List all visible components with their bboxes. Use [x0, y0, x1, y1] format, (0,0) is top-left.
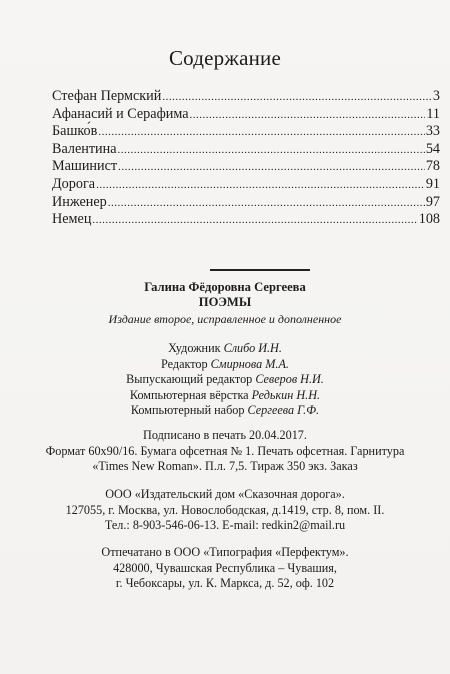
credit-line: [0, 341, 450, 357]
toc-entry-title: Дорога: [52, 175, 96, 192]
toc-leader-dots: [92, 212, 417, 230]
toc-entry-page: 54: [425, 140, 440, 157]
toc-entry: [52, 176, 440, 194]
printer-block: [0, 545, 450, 592]
toc-entry-page: 11: [426, 105, 440, 122]
author-name: Галина Фёдоровна Сергеева: [144, 280, 306, 294]
credit-role: Компьютерный набор: [130, 403, 248, 417]
credit-line: [0, 388, 450, 404]
toc-entry-page: 91: [425, 175, 440, 192]
toc-entry-page: 78: [425, 158, 440, 175]
toc-entry: [52, 123, 440, 141]
publisher-line: 127055, г. Москва, ул. Новослободская, д.1419, стр. 8, пом. II.: [65, 502, 385, 517]
edition-note: Издание второе, исправленное и дополненное: [108, 312, 342, 326]
credit-name: Слибо И.Н.: [223, 341, 282, 355]
toc-entry: [52, 158, 440, 176]
toc-entry-page: 97: [425, 193, 440, 210]
toc-entry-page: 33: [425, 123, 440, 140]
toc-leader-dots: [96, 177, 425, 195]
toc-entry: [52, 106, 440, 124]
toc-leader-dots: [118, 159, 425, 177]
credit-line: [0, 372, 450, 388]
print-info-block: [0, 428, 450, 475]
toc-entry: [52, 194, 440, 212]
credit-line: [0, 357, 450, 373]
printer-line: 428000, Чувашская Республика – Чувашия,: [113, 560, 337, 575]
credit-name: Северов Н.И.: [255, 372, 324, 386]
toc-entry-title: Валентина: [52, 140, 117, 157]
credit-role: Редактор: [161, 356, 211, 371]
credit-role: Выпускающий редактор: [126, 372, 256, 386]
toc-entry-page: 3: [432, 88, 440, 104]
toc-leader-dots: [190, 107, 426, 125]
toc-entry-title: Башко́в: [52, 123, 98, 140]
toc-entry: [52, 88, 440, 106]
publisher-block: [0, 487, 450, 534]
toc-entry-title: Инженер: [52, 193, 107, 210]
toc-entry-page: 108: [418, 211, 440, 228]
toc-entry-title: Немец: [52, 211, 92, 228]
toc-entry-title: Машинист: [52, 158, 118, 175]
publisher-line: ООО «Издательский дом «Сказочная дорога».: [105, 487, 345, 501]
credit-name: Смирнова М.А.: [210, 356, 289, 371]
credit-name: Редькин Н.Н.: [251, 387, 321, 402]
credits-block: [0, 341, 450, 419]
book-title: ПОЭМЫ: [198, 295, 252, 309]
credit-role: Компьютерная вёрстка: [129, 387, 252, 402]
toc-entry: [52, 211, 440, 229]
credit-role: Художник: [168, 341, 224, 355]
print-info-line: Подписано в печать 20.04.2017.: [143, 428, 307, 442]
table-of-contents: [52, 88, 440, 229]
credit-line: [0, 403, 450, 419]
credit-name: Сергеева Г.Ф.: [247, 403, 320, 417]
printer-line: г. Чебоксары, ул. К. Маркса, д. 52, оф. 102: [115, 576, 335, 590]
toc-leader-dots: [118, 142, 425, 160]
publisher-line: Тел.: 8-903-546-06-13. E-mail: redkin2@mail.ru: [104, 518, 346, 532]
section-divider: [210, 269, 310, 271]
toc-title: Содержание: [168, 46, 282, 70]
print-info-line: «Times New Roman». П.л. 7,5. Тираж 350 экз. Заказ: [92, 459, 358, 473]
toc-leader-dots: [98, 124, 424, 142]
print-info-line: Формат 60х90/16. Бумага офсетная № 1. Печать офсетная. Гарнитура: [45, 443, 405, 458]
toc-entry-title: Стефан Пермский: [52, 88, 162, 104]
toc-leader-dots: [108, 195, 425, 213]
toc-entry: [52, 141, 440, 159]
toc-leader-dots: [162, 89, 432, 107]
toc-entry-title: Афанасий и Серафима: [52, 105, 189, 122]
printer-line: Отпечатано в ООО «Типография «Перфектум».: [101, 545, 349, 559]
